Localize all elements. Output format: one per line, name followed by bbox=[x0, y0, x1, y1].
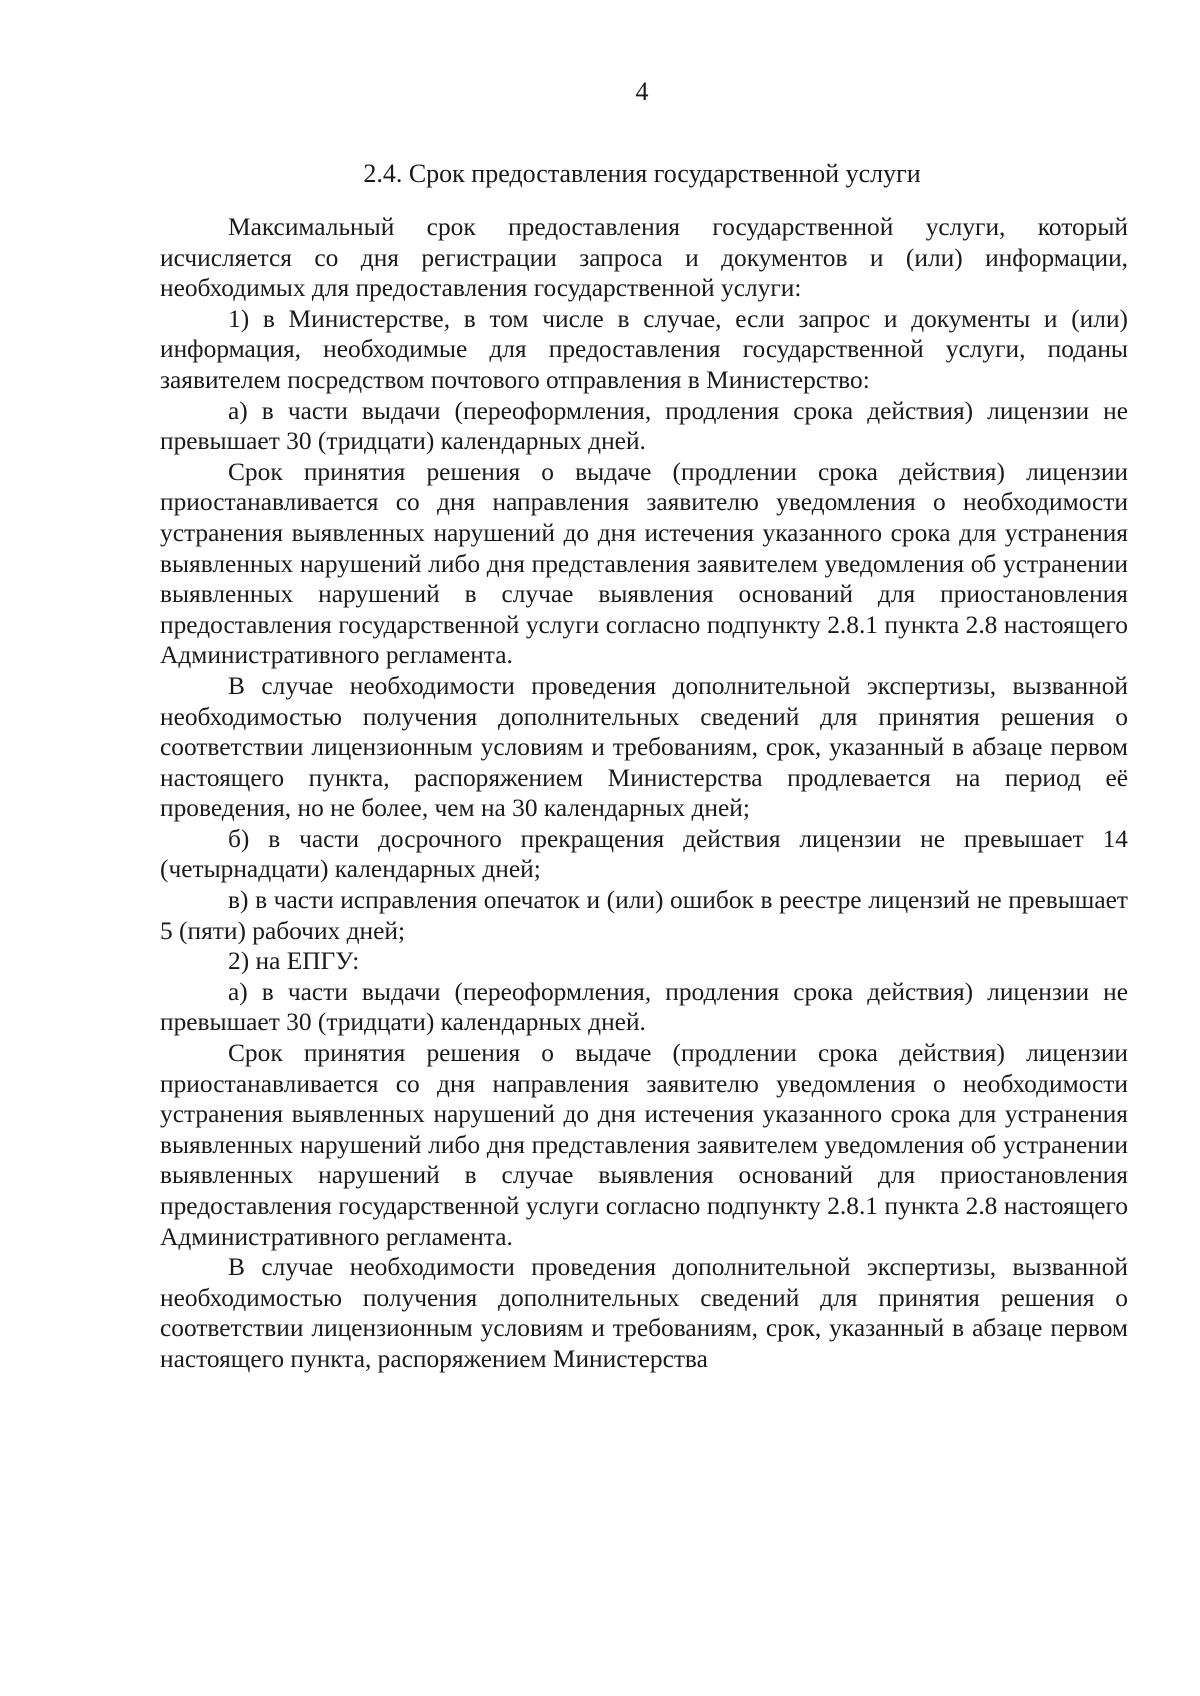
page-number: 4 bbox=[635, 77, 649, 106]
paragraph: 1) в Министерстве, в том числе в случае, если запрос и документы и (или) информация, необходимые для предоставления государственной услуги, поданы заявителем посредством почтового отправления в Министерство: bbox=[160, 304, 1128, 394]
paragraph: в) в части исправления опечаток и (или) ошибок в реестре лицензий не превышает 5 (пяти) рабочих дней; bbox=[160, 886, 1128, 945]
document-body bbox=[160, 212, 1128, 1375]
paragraph: б) в части досрочного прекращения действия лицензии не превышает 14 (четырнадцати) календарных дней; bbox=[160, 824, 1128, 884]
paragraph: В случае необходимости проведения дополнительной экспертизы, вызванной необходимостью получения дополнительных сведений для принятия решения о соответствии лицензионным условиям и требованиям, срок, указанный в абзаце первом настоящего пункта, распоряжением Министерства bbox=[160, 1253, 1128, 1373]
paragraph: а) в части выдачи (переоформления, продления срока действия) лицензии не превышает 30 (тридцати) календарных дней. bbox=[160, 977, 1128, 1037]
paragraph: а) в части выдачи (переоформления, продления срока действия) лицензии не превышает 30 (тридцати) календарных дней. bbox=[160, 396, 1128, 456]
paragraph: 2) на ЕПГУ: bbox=[228, 947, 360, 976]
paragraph: Срок принятия решения о выдаче (продлении срока действия) лицензии приостанавливается со дня направления заявителю уведомления о необходимости устранения выявленных нарушений до дня истечения указанного срока для устранения выявленных нарушений либо дня представления заявителем уведомления об устранении выявленных нарушений в случае выявления оснований для приостановления предоставления государственной услуги согласно подпункту 2.8.1 пункта 2.8 настоящего Административного регламента. bbox=[160, 457, 1128, 670]
paragraph: Максимальный срок предоставления государственной услуги, который исчисляется со дня регистрации запроса и документов и (или) информации, необходимых для предоставления государственной услуги: bbox=[160, 213, 1128, 303]
paragraph: В случае необходимости проведения дополнительной экспертизы, вызванной необходимостью получения дополнительных сведений для принятия решения о соответствии лицензионным условиям и требованиям, срок, указанный в абзаце первом настоящего пункта, распоряжением Министерства продлевается на период её проведения, но не более, чем на 30 календарных дней; bbox=[160, 671, 1128, 823]
paragraph: Срок принятия решения о выдаче (продлении срока действия) лицензии приостанавливается со дня направления заявителю уведомления о необходимости устранения выявленных нарушений до дня истечения указанного срока для устранения выявленных нарушений либо дня представления заявителем уведомления об устранении выявленных нарушений в случае выявления оснований для приостановления предоставления государственной услуги согласно подпункту 2.8.1 пункта 2.8 настоящего Административного регламента. bbox=[160, 1039, 1128, 1251]
section-title: 2.4. Срок предоставления государственной услуги bbox=[363, 159, 921, 188]
